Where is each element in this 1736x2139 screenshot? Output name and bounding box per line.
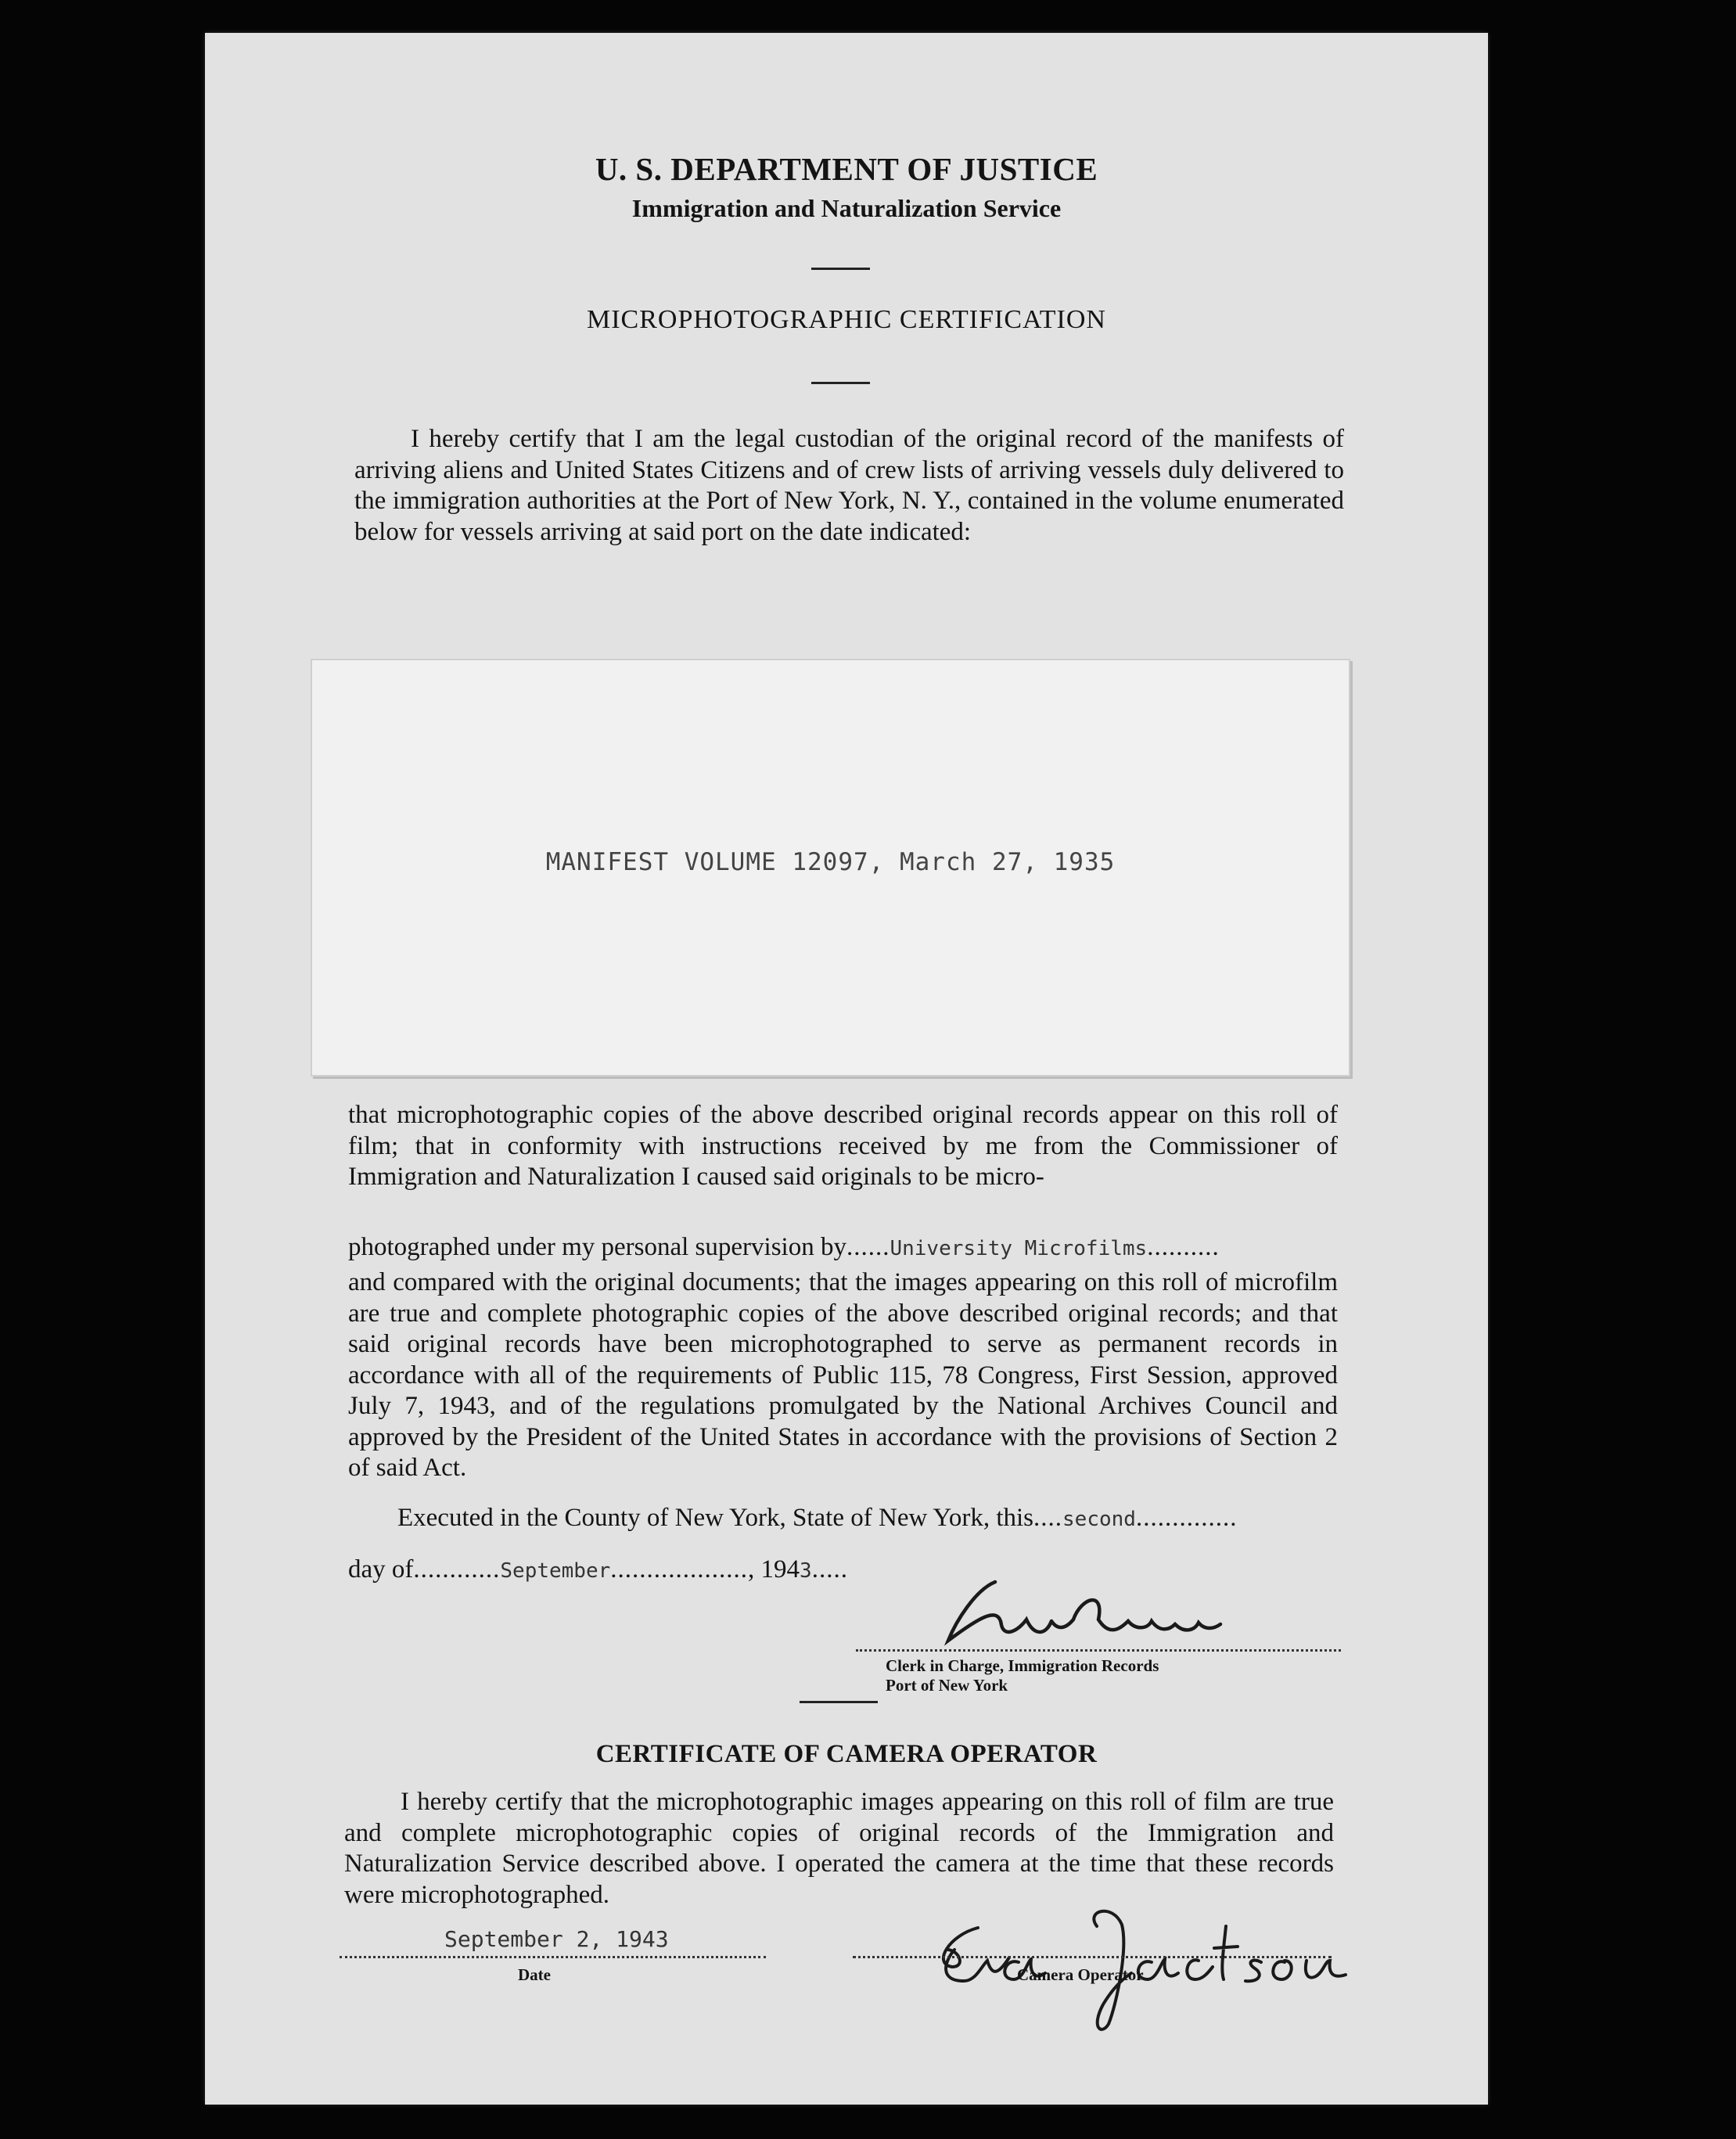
body-paragraph-rest: and compared with the original documents; that the images appearing on this roll of microfilm are true and complete photographic copies of the above described original records; and that said original records have been microphotographed to serve as permanent records in accordance with all of the requirements of Public 115, 78 Congress, First Session, approved July 7, 1943, and of the regulations promulgated by the National Archives Council and approved by the President of the United States in accordance with the provisions of Section 2 of said Act. — [348, 1268, 1338, 1482]
operator-label: Camera Operator — [1017, 1965, 1144, 1984]
camera-certificate-title: CERTIFICATE OF CAMERA OPERATOR — [595, 1740, 1098, 1768]
executed-prefix: Executed in the County of New York, State of New York, this — [397, 1504, 1034, 1532]
day-of-label: day of — [348, 1555, 414, 1584]
divider — [811, 268, 870, 270]
supervision-line: photographed under my personal supervision by......University Microfilms.......... — [348, 1233, 1220, 1261]
divider — [800, 1701, 878, 1703]
divider — [811, 382, 870, 384]
operator-line — [853, 1956, 1332, 1958]
clerk-title-line2: Port of New York — [886, 1676, 1008, 1695]
executed-day: second — [1062, 1508, 1136, 1531]
date-of-line: day of............September..................., 1943..... — [348, 1555, 848, 1584]
clerk-signature — [878, 1543, 1285, 1660]
clerk-signature-line — [856, 1649, 1341, 1652]
supervision-prefix: photographed under my personal supervision by — [348, 1233, 846, 1261]
department-title: U. S. DEPARTMENT OF JUSTICE — [595, 151, 1098, 187]
supervision-name: University Microfilms — [890, 1237, 1148, 1260]
clerk-title-line1: Clerk in Charge, Immigration Records — [886, 1656, 1159, 1675]
month-value: September — [500, 1559, 611, 1583]
certification-title: MICROPHOTOGRAPHIC CERTIFICATION — [586, 305, 1106, 334]
year-prefix: , 194 — [748, 1555, 800, 1584]
camera-date-value: September 2, 1943 — [444, 1926, 669, 1952]
service-subtitle: Immigration and Naturalization Service — [631, 194, 1062, 222]
manifest-volume-text: MANIFEST VOLUME 12097, March 27, 1935 — [545, 848, 1116, 876]
camera-paragraph: I hereby certify that the microphotographic images appearing on this roll of film are true and complete microphotographic copies of original records of the Immigration and Naturalization Service described above. I operated the camera at the time that these records were microphotographed. — [344, 1788, 1334, 1909]
body-paragraph-top: that microphotographic copies of the above described original records appear on this roll of film; that in conformity with instructions received by me from the Commissioner of Immigration and Naturalization I caused said originals to be micro- — [348, 1101, 1338, 1191]
intro-paragraph: I hereby certify that I am the legal custodian of the original record of the manifests of arriving aliens and United States Citizens and of crew lists of arriving vessels duly delivered to the immigration authorities at the Port of New York, N. Y., contained in the volume enumerated below for vessels arriving at said port on the date indicated: — [354, 425, 1344, 546]
date-label: Date — [518, 1965, 551, 1984]
date-line — [340, 1956, 766, 1958]
certificate-page — [205, 33, 1488, 2105]
clerk-title — [886, 1656, 1159, 1695]
manifest-insert-card — [311, 659, 1350, 1077]
year-digit: 3 — [800, 1559, 812, 1583]
executed-line: Executed in the County of New York, State of New York, this....second.............. — [397, 1504, 1238, 1532]
